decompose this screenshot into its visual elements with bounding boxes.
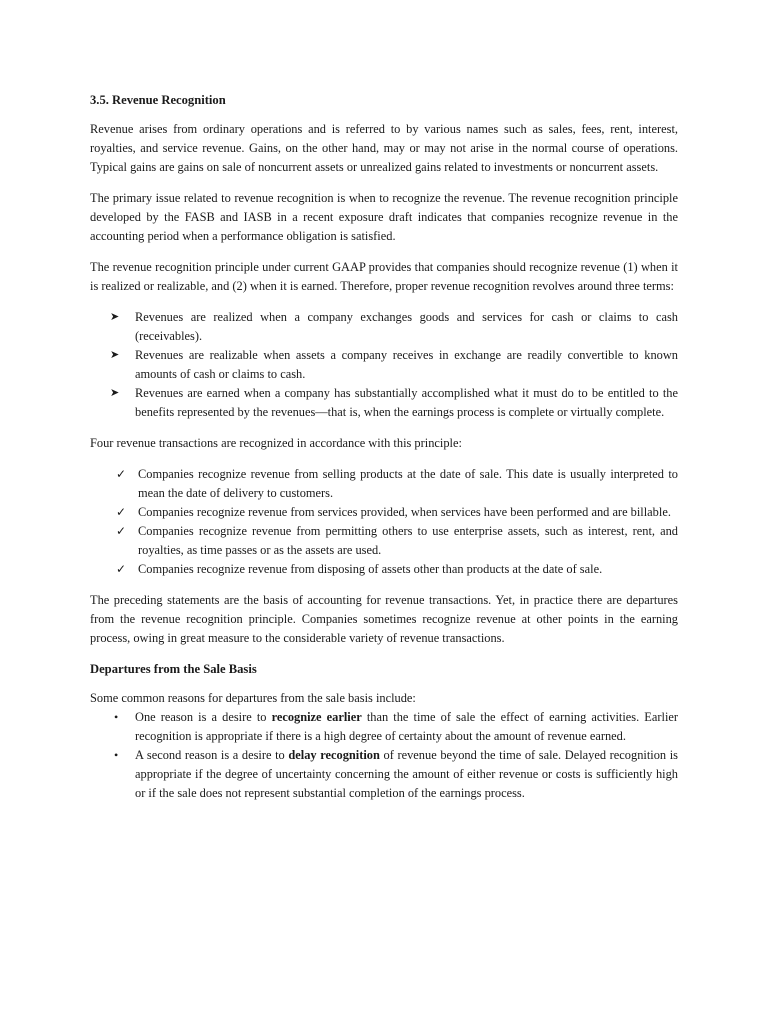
list-item (90, 465, 678, 503)
list-item (90, 708, 678, 746)
list-item (90, 384, 678, 422)
checkmark-icon: ✓ (116, 562, 127, 576)
section-title: 3.5. Revenue Recognition (90, 93, 226, 107)
four-transactions-list (90, 465, 678, 579)
departures-list (90, 708, 678, 803)
list-item (90, 346, 678, 384)
list-item (90, 746, 678, 803)
three-terms-list (90, 308, 678, 422)
list-item-text: Companies recognize revenue from selling products at the date of sale. This date is usually interpreted to mean the date of delivery to customers. (138, 467, 678, 500)
list-item-text: Revenues are earned when a company has substantially accomplished what it must do to be entitled to the benefits represented by the revenues—that is, when the earnings process is complete or virtually complete. (135, 386, 678, 419)
list-item-text: Revenues are realizable when assets a company receives in exchange are readily convertible to known amounts of cash or claims to cash. (135, 348, 678, 381)
list-item (90, 522, 678, 560)
paragraph-preceding-statements: The preceding statements are the basis of accounting for revenue transactions. Yet, in practice there are departures from the revenue recognition principle. Companies sometimes recognize revenue at other points in the earning process, owing in great measure to the considerable variety of revenue transactions. (90, 593, 678, 645)
arrow-bullet-icon: ➤ (110, 311, 120, 323)
bullet-dot-icon: • (114, 748, 119, 762)
document-body (90, 91, 678, 803)
paragraph-revenue-definition: Revenue arises from ordinary operations and is referred to by various names such as sales, fees, rent, interest, royalties, and service revenue. Gains, on the other hand, may or may not arise in the normal course of operations. Typical gains are gains on sale of noncurrent assets or unrealized gains related to investments or noncurrent assets. (90, 122, 678, 174)
checkmark-icon: ✓ (116, 524, 127, 538)
checkmark-icon: ✓ (116, 467, 127, 481)
paragraph-primary-issue: The primary issue related to revenue recognition is when to recognize the revenue. The revenue recognition principle developed by the FASB and IASB in a recent exposure draft indicates that companies recognize revenue in the accounting period when a performance obligation is satisfied. (90, 191, 678, 243)
arrow-bullet-icon: ➤ (110, 349, 120, 361)
emphasis-recognize-earlier: recognize earlier (271, 710, 362, 724)
list-item-text-before: A second reason is a desire to (135, 748, 289, 762)
list-item-text: Revenues are realized when a company exchanges goods and services for cash or claims to cash (receivables). (135, 310, 678, 343)
list-item-text-after: than the time of sale the effect of earning activities. Earlier recognition is appropriate if there is a high degree of certainty about the amount of revenue earned. (135, 710, 679, 743)
checkmark-icon: ✓ (116, 505, 127, 519)
list-item-text: Companies recognize revenue from disposing of assets other than products at the date of sale. (138, 562, 603, 576)
list-item-text: Companies recognize revenue from permitting others to use enterprise assets, such as interest, rent, and royalties, as time passes or as the assets are used. (138, 524, 678, 557)
arrow-bullet-icon: ➤ (110, 387, 120, 399)
list-item (90, 308, 678, 346)
paragraph-gaap-principle: The revenue recognition principle under current GAAP provides that companies should recognize revenue (1) when it is realized or realizable, and (2) when it is earned. Therefore, proper revenue recognition revolves around three terms: (90, 260, 678, 293)
departures-intro: Some common reasons for departures from the sale basis include: (90, 691, 416, 705)
list-item-text-before: One reason is a desire to (135, 710, 272, 724)
list-item (90, 560, 678, 579)
emphasis-delay-recognition: delay recognition (288, 748, 380, 762)
list-item (90, 503, 678, 522)
list-item-text: Companies recognize revenue from services provided, when services have been performed and are billable. (138, 505, 671, 519)
paragraph-four-transactions: Four revenue transactions are recognized in accordance with this principle: (90, 436, 462, 450)
list-item-text-after: of revenue beyond the time of sale. Delayed recognition is appropriate if the degree of uncertainty concerning the amount of either revenue or costs is sufficiently high or if the sale does not represent substantial completion of the earnings process. (135, 748, 678, 800)
departures-heading: Departures from the Sale Basis (90, 662, 257, 676)
bullet-dot-icon: • (114, 710, 119, 724)
